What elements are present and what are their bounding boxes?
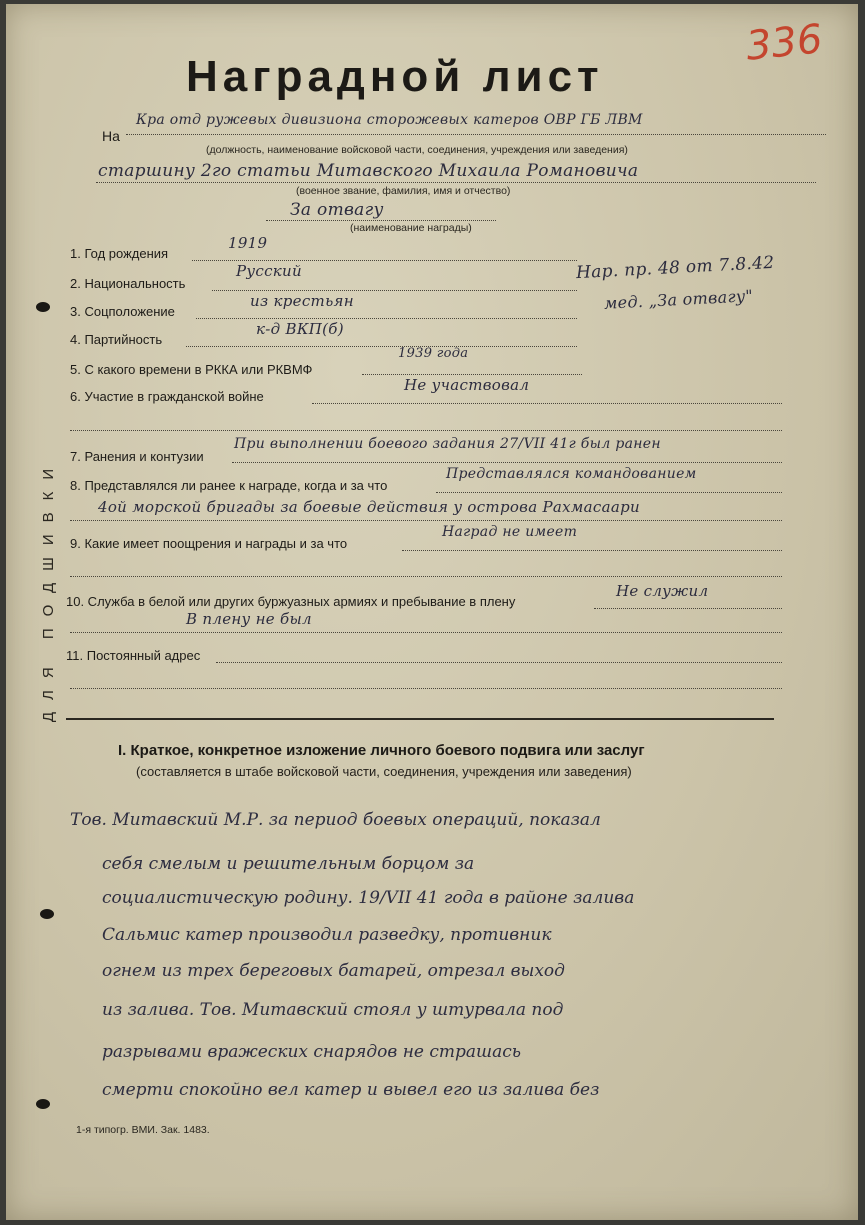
narrative-line: Тов. Митавский М.Р. за период боевых операций, показал	[70, 810, 601, 830]
field-line-6b	[70, 430, 782, 431]
field-line-8b	[70, 520, 782, 521]
punch-hole	[36, 1099, 50, 1109]
field-label-5: 5. С какого времени в РККА или РКВМФ	[70, 362, 313, 377]
document-title: Наградной лист	[186, 52, 604, 101]
sheet-number: 336	[743, 16, 825, 70]
field-line-2	[212, 290, 577, 291]
award-sheet	[6, 4, 858, 1220]
field-value-10b: В плену не был	[186, 610, 312, 628]
rank-name-line	[96, 182, 816, 183]
field-line-11b	[70, 688, 782, 689]
field-label-2: 2. Национальность	[70, 276, 186, 291]
unit-caption: (должность, наименование войсковой части, соединения, учреждения или заведения)	[206, 144, 628, 156]
na-label: На	[102, 128, 120, 144]
field-label-8: 8. Представлялся ли ранее к награде, когда и за что	[70, 478, 388, 493]
field-value-5: 1939 года	[398, 346, 469, 361]
field-line-3	[196, 318, 577, 319]
unit-line	[126, 134, 826, 135]
narrative-line: разрывами вражеских снарядов не страшась	[102, 1042, 522, 1062]
field-label-9: 9. Какие имеет поощрения и награды и за что	[70, 536, 348, 551]
side-binding-label: ДЛЯ ПОДШИВКИ	[40, 456, 58, 722]
field-label-11: 11. Постоянный адрес	[66, 648, 201, 663]
printer-footer: 1-я типогр. ВМИ. Зак. 1483.	[76, 1124, 210, 1136]
order-note-line2: мед. „За отвагу"	[603, 286, 754, 313]
rank-name-caption: (военное звание, фамилия, имя и отчество)	[296, 185, 511, 197]
field-value-10: Не служил	[616, 582, 709, 600]
rank-name-value: старшину 2го статьи Митавского Михаила Романовича	[98, 161, 639, 181]
narrative-line: из залива. Тов. Митавский стоял у штурвала под	[102, 1000, 564, 1020]
narrative-line: смерти спокойно вел катер и вывел его из залива без	[102, 1080, 600, 1100]
field-value-8: Представлялся командованием	[446, 466, 697, 482]
award-value: За отвагу	[290, 200, 384, 220]
punch-hole	[40, 909, 54, 919]
punch-hole	[36, 302, 50, 312]
field-line-4	[186, 346, 577, 347]
field-line-7	[232, 462, 782, 463]
field-value-4: к-д ВКП(б)	[256, 320, 344, 338]
section-subtitle: (составляется в штабе войсковой части, соединения, учреждения или заведения)	[136, 764, 632, 779]
field-line-10b	[70, 632, 782, 633]
field-value-1: 1919	[228, 234, 268, 252]
award-caption: (наименование награды)	[350, 222, 472, 234]
field-line-8	[436, 492, 782, 493]
narrative-line: себя смелым и решительным борцом за	[102, 854, 475, 874]
field-value-7: При выполнении боевого задания 27/VII 41г был ранен	[234, 436, 661, 452]
field-label-3: 3. Соцположение	[70, 304, 175, 319]
unit-value: Кра отд ружевых дивизиона сторожевых катеров ОВР ГБ ЛВМ	[136, 112, 643, 128]
field-label-4: 4. Партийность	[70, 332, 163, 347]
field-value-6: Не участвовал	[404, 376, 530, 394]
narrative-line: Сальмис катер производил разведку, противник	[102, 925, 552, 945]
field-label-10: 10. Служба в белой или других буржуазных армиях и пребывание в плену	[66, 594, 516, 609]
field-value-3: из крестьян	[250, 292, 354, 310]
field-line-11	[216, 662, 782, 663]
field-label-7: 7. Ранения и контузии	[70, 449, 204, 464]
field-line-6	[312, 403, 782, 404]
field-line-10	[594, 608, 782, 609]
section-title: I. Краткое, конкретное изложение личного боевого подвига или заслуг	[118, 742, 645, 759]
field-line-5	[362, 374, 582, 375]
narrative-line: социалистическую родину. 19/VII 41 года в районе залива	[102, 888, 635, 908]
field-value-8b: 4ой морской бригады за боевые действия у острова Рахмасаари	[98, 498, 640, 516]
field-value-2: Русский	[236, 262, 302, 280]
field-line-9	[402, 550, 782, 551]
field-label-1: 1. Год рождения	[70, 246, 169, 261]
field-line-1	[192, 260, 577, 261]
field-line-9b	[70, 576, 782, 577]
field-label-6: 6. Участие в гражданской войне	[70, 389, 264, 404]
narrative-line: огнем из трех береговых батарей, отрезал выход	[102, 961, 565, 981]
field-value-9: Наград не имеет	[442, 524, 578, 540]
section-divider	[66, 718, 774, 720]
order-note-line1: Нар. пр. 48 от 7.8.42	[575, 252, 775, 284]
award-line	[266, 220, 496, 221]
